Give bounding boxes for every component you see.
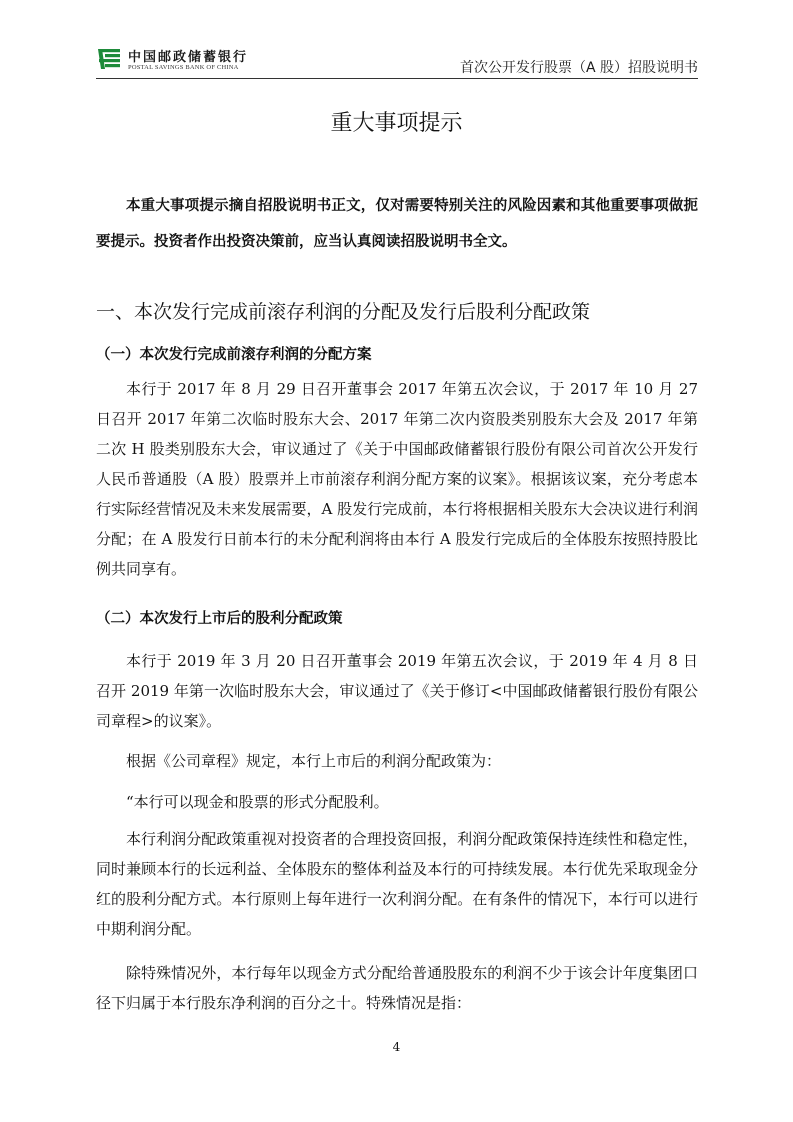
paragraph-2: 本行于 2019 年 3 月 20 日召开董事会 2019 年第五次会议，于 2019 年 4 月 8 日召开 2019 年第一次临时股东大会，审议通过了《关于修订<中国邮政储蓄银行股份有限公司章程>的议案》。 <box>96 652 698 730</box>
paragraph-3: 根据《公司章程》规定，本行上市后的利润分配政策为： <box>126 752 502 770</box>
subsection-heading-1: （一）本次发行完成前滚存利润的分配方案 <box>96 347 372 363</box>
section-heading: 一、本次发行完成前滚存利润的分配及发行后股利分配政策 <box>96 301 591 323</box>
bank-logo <box>96 44 256 76</box>
psbc-logo-icon <box>96 45 124 73</box>
paragraph-1: 本行于 2017 年 8 月 29 日召开董事会 2017 年第五次会议，于 2017 年 10 月 27 日召开 2017 年第二次临时股东大会、2017 年第二次内资股类别股东大会及 2017 年第二次 H 股类别股东大会，审议通过了《关于中国邮政储蓄银行股份有限公司首次公开发行人民币普通股（A 股）股票并上市前滚存利润分配方案的议案》。根据该议案，充分考虑本行实际经营情况及未来发展需要，A 股发行完成前，本行将根据相关股东大会决议进行利润分配；在 A 股发行日前本行的未分配利润将由本行 A 股发行完成后的全体股东按照持股比例共同享有。 <box>96 380 698 578</box>
page-number: 4 <box>392 1040 401 1054</box>
paragraph-6: 除特殊情况外，本行每年以现金方式分配给普通股股东的利润不少于该会计年度集团口径下归属于本行股东净利润的百分之十。特殊情况是指： <box>96 964 698 1012</box>
document-title: 首次公开发行股票（A 股）招股说明书 <box>459 60 698 76</box>
paragraph-5: 本行利润分配政策重视对投资者的合理投资回报，利润分配政策保持连续性和稳定性，同时兼顾本行的长远利益、全体股东的整体利益及本行的可持续发展。本行优先采取现金分红的股利分配方式。本行原则上每年进行一次利润分配。在有条件的情况下，本行可以进行中期利润分配。 <box>96 830 698 938</box>
logo-chinese-name: 中国邮政储蓄银行 <box>128 50 249 65</box>
page-title: 重大事项提示 <box>330 111 463 136</box>
intro-paragraph: 本重大事项提示摘自招股说明书正文，仅对需要特别关注的风险因素和其他重要事项做扼要提示。投资者作出投资决策前，应当认真阅读招股说明书全文。 <box>96 198 698 250</box>
subsection-heading-2: （二）本次发行上市后的股利分配政策 <box>96 611 343 627</box>
page-header <box>96 44 698 78</box>
header-divider <box>96 78 698 79</box>
paragraph-4: “本行可以现金和股票的形式分配股利。 <box>126 793 389 811</box>
logo-english-name: POSTAL SAVINGS BANK OF CHINA <box>128 64 239 71</box>
